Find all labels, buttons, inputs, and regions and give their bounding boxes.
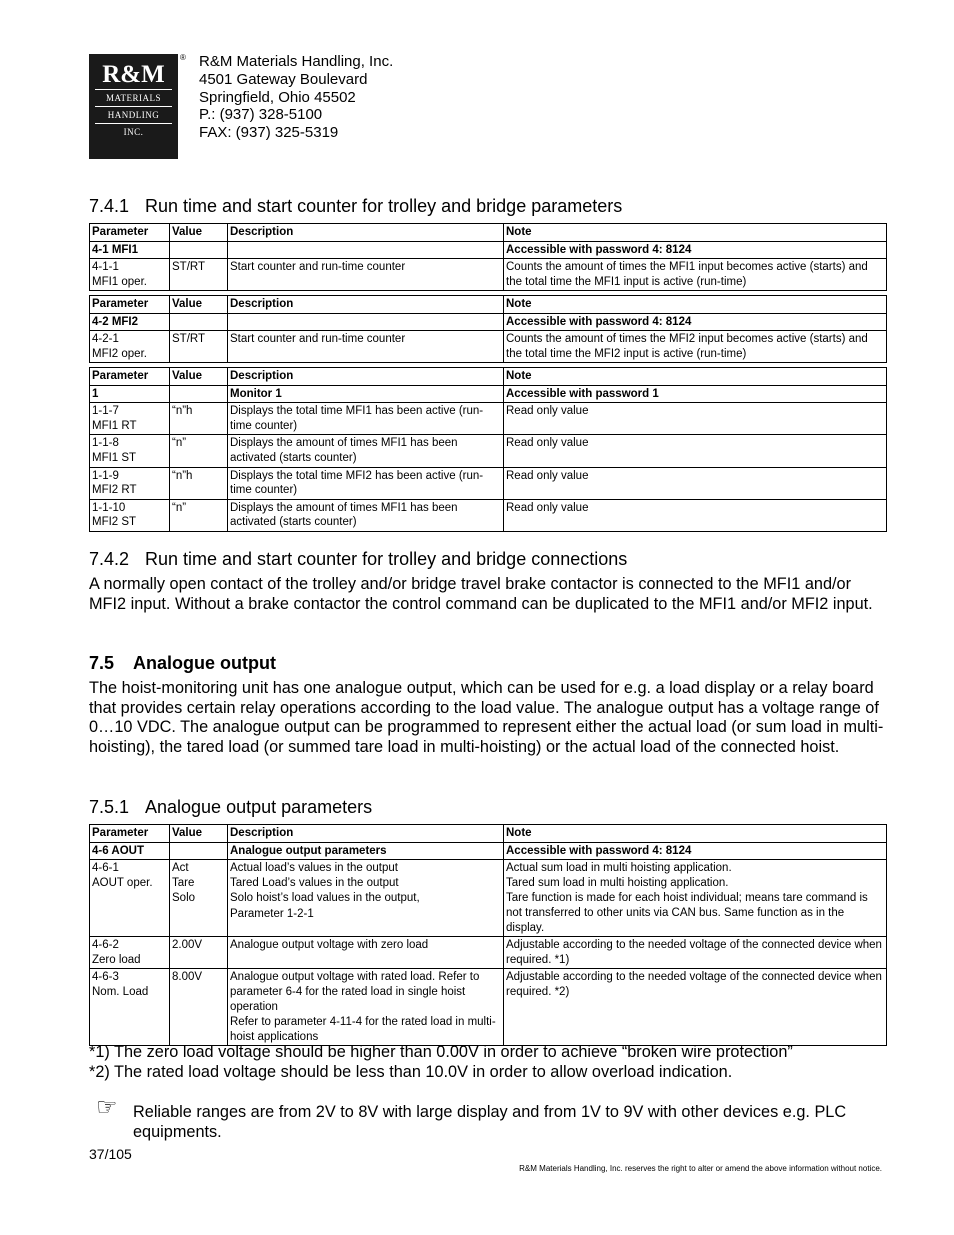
section-heading-7-5: 7.5 Analogue output <box>89 653 276 673</box>
page-number: 37/105 <box>89 1146 132 1162</box>
table-row: 4-6-2 Zero load 2.00V Analogue output voltage with zero load Adjustable according to the needed voltage of the connected device when required. *1) <box>90 937 887 969</box>
table-analogue-output <box>89 824 887 1046</box>
logo-line2: HANDLING <box>107 110 160 120</box>
company-logo <box>89 54 178 159</box>
footnote-2: *2) The rated load voltage should be less than 10.0V in order to allow overload indication. <box>89 1063 733 1081</box>
table-group-row: 4-1 MFI1 Accessible with password 4: 8124 <box>90 241 887 259</box>
paragraph-7-4-2: A normally open contact of the trolley and/or bridge travel brake contactor is connected to the MFI1 and/or MFI2 input. Without a brake contactor the control command can be duplicated to the MFI1 and/or MFI2 input. <box>89 575 873 613</box>
table-header-row: Parameter Value Description Note <box>90 296 887 314</box>
table-row: 4-1-1 MFI1 oper. ST/RT Start counter and run-time counter Counts the amount of times the MFI1 input becomes active (starts) and the total time the MFI1 input is active (run-time) <box>90 259 887 291</box>
company-address <box>199 53 393 142</box>
address-line: R&M Materials Handling, Inc. <box>199 53 394 70</box>
section-heading-7-4-1: 7.4.1 Run time and start counter for trolley and bridge parameters <box>89 196 623 216</box>
address-line: Springfield, Ohio 45502 <box>199 88 356 106</box>
logo-main-text: R&M <box>102 61 165 88</box>
footnote-1: *1) The zero load voltage should be higher than 0.00V in order to achieve “broken wire protection” <box>89 1043 793 1061</box>
section-heading-7-4-2: 7.4.2 Run time and start counter for trolley and bridge connections <box>89 549 628 569</box>
table-group-row: 1 Monitor 1 Accessible with password 1 <box>90 385 887 403</box>
table-row: 1-1-10 MFI2 ST “n” Displays the amount of times MFI1 has been activated (starts counter) Read only value <box>90 499 887 531</box>
table-row: 1-1-7 MFI1 RT “n”h Displays the total time MFI1 has been active (run-time counter) Read only value <box>90 403 887 435</box>
registered-mark: ® <box>180 53 186 62</box>
table-row: 1-1-8 MFI1 ST “n” Displays the amount of times MFI1 has been activated (starts counter) Read only value <box>90 435 887 467</box>
table-mfi1 <box>89 223 887 291</box>
table-row: 1-1-9 MFI2 RT “n”h Displays the total time MFI2 has been active (run-time counter) Read only value <box>90 467 887 499</box>
table-header-row: Parameter Value Description Note <box>90 368 887 386</box>
table-group-row: 4-6 AOUT Analogue output parameters Accessible with password 4: 8124 <box>90 842 887 860</box>
logo-line3: INC. <box>123 127 144 137</box>
table-header-row: Parameter Value Description Note <box>90 224 887 242</box>
table-row: 4-2-1 MFI2 oper. ST/RT Start counter and run-time counter Counts the amount of times the MFI2 input becomes active (starts) and the total time the MFI2 input is active (run-time) <box>90 331 887 363</box>
table-row: 4-6-3 Nom. Load 8.00V Analogue output voltage with rated load. Refer to parameter 6-4 for the rated load in single hoist operation Refer to parameter 4-11-4 for the rated load in multi-hoist applications Adjustable according to the needed voltage of the connected device when required. *2) <box>90 969 887 1046</box>
logo-line1: MATERIALS <box>105 93 161 103</box>
note-text: Reliable ranges are from 2V to 8V with large display and from 1V to 9V with other devices e.g. PLC equipments. <box>133 1103 847 1141</box>
table-monitor-1 <box>89 367 887 532</box>
paragraph-7-5: The hoist-monitoring unit has one analogue output, which can be used for e.g. a load display or a relay board that provides certain relay operations according to the load value. The analogue output has a voltage range of 0…10 VDC. The analogue output can be programmed to represent either the actual load (or sum load in multi-hoisting), the tared load (or summed tare load in multi-hoisting) or the actual load of the connected hoist. <box>89 679 884 757</box>
address-line: 4501 Gateway Boulevard <box>199 70 368 88</box>
table-header-row: Parameter Value Description Note <box>90 825 887 843</box>
disclaimer: R&M Materials Handling, Inc. reserves the right to alter or amend the above information without notice. <box>519 1164 882 1173</box>
pointing-hand-icon: ☞ <box>96 1094 118 1121</box>
address-line: FAX: (937) 325-5319 <box>199 124 339 142</box>
table-group-row: 4-2 MFI2 Accessible with password 4: 8124 <box>90 313 887 331</box>
table-mfi2 <box>89 295 887 363</box>
table-row: 4-6-1 AOUT oper. Act Tare Solo Actual load’s values in the output Tared Load’s values in the output Solo hoist’s load values in the output, Parameter 1-2-1 Actual sum load in multi hoisting application. Tared sum load in multi hoisting application. Tare function is made for each hoist individual; means tare command is not transferred to other units via CAN bus. Same function as in the display. <box>90 860 887 937</box>
address-line: P.: (937) 328-5100 <box>199 106 323 124</box>
section-heading-7-5-1: 7.5.1 Analogue output parameters <box>89 797 373 817</box>
